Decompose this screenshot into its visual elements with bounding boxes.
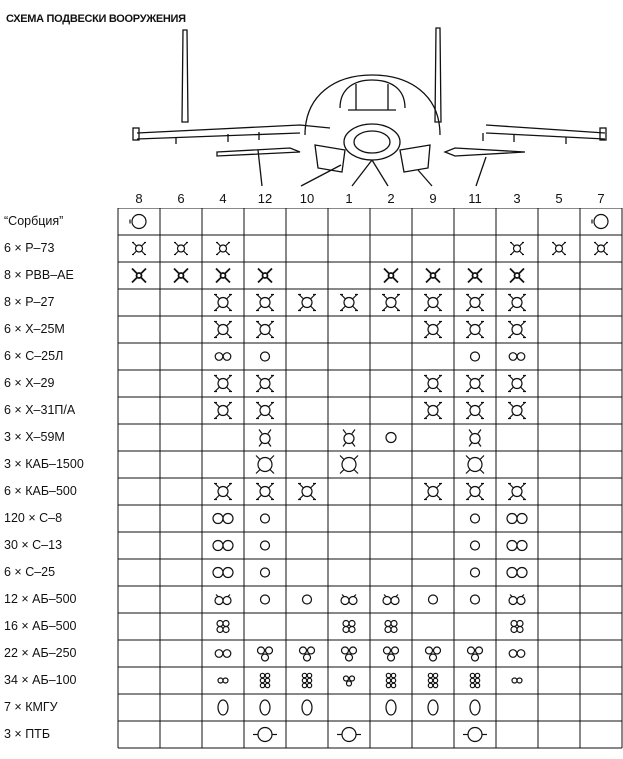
weapon-symbol-rvv: [468, 269, 482, 283]
weapon-symbol-tri-s: [344, 676, 355, 686]
weapon-symbol-big: [214, 322, 232, 338]
weapon-symbol-rvv: [132, 269, 146, 283]
weapon-symbol-kab: [466, 456, 484, 474]
pylon-number: 3: [513, 191, 521, 206]
weapon-symbol-sorb: [592, 215, 608, 229]
weapon-symbol-quad: [217, 621, 229, 633]
weapon-symbol-OO: [507, 568, 527, 578]
weapon-symbol-r73: [510, 243, 524, 255]
weapon-symbol-big: [214, 403, 232, 419]
weapon-symbol-oval: [302, 700, 312, 715]
weapon-symbol-big: [508, 403, 526, 419]
weapon-symbol-x59: [259, 430, 271, 447]
pylon-number: 6: [177, 191, 185, 206]
weapon-symbol-rvv: [510, 269, 524, 283]
weapon-symbol-big: [424, 295, 442, 311]
weapon-symbol-oval: [386, 700, 396, 715]
weapon-symbol-six: [302, 673, 311, 687]
row-label: 6 × КАБ–500: [4, 484, 77, 498]
row-label: 6 × Х–29: [4, 376, 55, 390]
weapon-symbol-r73: [216, 243, 230, 255]
pylon-number: 2: [387, 191, 395, 206]
weapon-symbol-tank: [463, 728, 487, 742]
weapon-symbol-tank: [253, 728, 277, 742]
weapon-symbol-tri: [342, 647, 357, 661]
weapon-symbol-tri: [426, 647, 441, 661]
pylon-number: 9: [429, 191, 437, 206]
row-label: 8 × РВВ–АЕ: [4, 268, 74, 282]
row-label: 34 × АБ–100: [4, 673, 77, 687]
weapon-symbol-OO: [213, 514, 233, 524]
weapon-symbol-o: [471, 595, 480, 604]
row-label: 6 × Х–31П/А: [4, 403, 76, 417]
weapon-symbol-big: [340, 295, 358, 311]
weapon-symbol-oo: [509, 650, 525, 658]
pylon-number: 5: [555, 191, 563, 206]
row-label: 6 × С–25Л: [4, 349, 64, 363]
weapon-symbol-oval: [260, 700, 270, 715]
row-label: 3 × Х–59М: [4, 430, 65, 444]
weapon-symbol-oval: [428, 700, 438, 715]
weapon-symbol-quad: [511, 621, 523, 633]
pylon-number: 7: [597, 191, 605, 206]
grid-lines: [118, 208, 622, 748]
row-label: 7 × КМГУ: [4, 700, 58, 714]
weapon-symbol-twin: [341, 595, 357, 605]
pylon-number: 10: [299, 191, 315, 206]
weapon-symbol-OO: [507, 541, 527, 551]
weapon-symbol-quad: [343, 621, 355, 633]
weapon-symbol-big: [466, 403, 484, 419]
weapon-symbol-r73: [174, 243, 188, 255]
weapon-symbol-tri: [258, 647, 273, 661]
diagram-title: СХЕМА ПОДВЕСКИ ВООРУЖЕНИЯ: [6, 13, 186, 25]
weapon-symbol-sorb: [130, 215, 146, 229]
row-label: 3 × ПТБ: [4, 727, 51, 741]
weapon-symbol-rvv: [426, 269, 440, 283]
weapon-symbol-rvv: [174, 269, 188, 283]
weapon-symbol-big: [214, 484, 232, 500]
weapon-symbol-six: [470, 673, 479, 687]
weapon-symbol-big: [214, 376, 232, 392]
weapon-symbol-quad: [385, 621, 397, 633]
weapon-symbol-oval: [218, 700, 228, 715]
weapon-symbol-o: [471, 541, 480, 550]
weapon-symbol-big: [256, 376, 274, 392]
weapon-symbol-inf: [218, 678, 228, 683]
weapon-symbol-x59: [343, 430, 355, 447]
weapon-symbol-rvv: [258, 269, 272, 283]
weapon-symbol-o: [261, 595, 270, 604]
weapon-symbol-big: [424, 403, 442, 419]
weapon-symbol-big: [508, 376, 526, 392]
weapon-symbol-big: [466, 322, 484, 338]
weapon-symbol-o: [471, 568, 480, 577]
weapon-symbol-o: [471, 514, 480, 523]
weapon-symbol-o: [261, 541, 270, 550]
weapon-symbol-six: [386, 673, 395, 687]
weapon-symbol-six: [428, 673, 437, 687]
weapon-symbol-twin: [509, 595, 525, 605]
pylon-number: 1: [345, 191, 353, 206]
weapon-symbol-big: [256, 484, 274, 500]
weapon-symbol-rvv: [384, 269, 398, 283]
weapon-symbol-x59: [469, 430, 481, 447]
row-label: 120 × С–8: [4, 511, 63, 525]
weapon-symbol-tank: [337, 728, 361, 742]
weapon-symbol-big: [256, 295, 274, 311]
row-label: 16 × АБ–500: [4, 619, 77, 633]
weapon-symbol-OO: [213, 568, 233, 578]
weapon-symbol-r73: [594, 243, 608, 255]
weapon-symbol-OO: [507, 514, 527, 524]
weapon-symbol-o: [261, 568, 270, 577]
weapon-symbol-tri: [468, 647, 483, 661]
pylon-number: 12: [257, 191, 273, 206]
weapon-symbol-c: [386, 433, 396, 443]
row-label: “Сорбция”: [4, 214, 64, 228]
weapon-symbol-tri: [300, 647, 315, 661]
weapon-symbol-twin: [215, 595, 231, 605]
weapon-symbol-big: [466, 484, 484, 500]
row-label: 8 × Р–27: [4, 295, 55, 309]
weapon-symbol-big: [466, 376, 484, 392]
weapon-symbol-tri: [384, 647, 399, 661]
armament-grid: [0, 208, 623, 758]
weapon-symbol-big: [508, 322, 526, 338]
weapon-symbol-big: [214, 295, 232, 311]
weapon-symbol-o: [261, 514, 270, 523]
row-label: 30 × С–13: [4, 538, 63, 552]
pylon-number: 4: [219, 191, 227, 206]
weapon-symbol-oo: [215, 650, 231, 658]
weapon-symbol-rvv: [216, 269, 230, 283]
weapon-symbol-oo: [509, 353, 525, 361]
weapon-symbol-big: [466, 295, 484, 311]
weapon-symbol-big: [298, 295, 316, 311]
weapon-symbol-kab: [256, 456, 274, 474]
weapon-symbol-big: [424, 376, 442, 392]
weapon-symbol-r73: [552, 243, 566, 255]
row-label: 22 × АБ–250: [4, 646, 77, 660]
weapon-symbol-o: [429, 595, 438, 604]
weapon-symbol-six: [260, 673, 269, 687]
weapon-symbol-o: [471, 352, 480, 361]
weapon-symbol-big: [256, 322, 274, 338]
aircraft-front-view: [0, 0, 623, 192]
row-label: 12 × АБ–500: [4, 592, 77, 606]
weapon-symbol-inf: [512, 678, 522, 683]
row-label: 6 × Р–73: [4, 241, 55, 255]
weapon-symbol-big: [508, 295, 526, 311]
pylon-number-row: [0, 191, 623, 207]
weapon-symbol-OO: [213, 541, 233, 551]
row-label: 3 × КАБ–1500: [4, 457, 84, 471]
weapon-symbol-big: [424, 322, 442, 338]
row-label: 6 × Х–25М: [4, 322, 65, 336]
pylon-number: 11: [468, 191, 482, 206]
weapon-symbol-big: [298, 484, 316, 500]
pylon-number: 8: [135, 191, 143, 206]
weapon-symbol-kab: [340, 456, 358, 474]
weapon-symbol-r73: [132, 243, 146, 255]
weapon-symbol-big: [382, 295, 400, 311]
weapon-symbol-oo: [215, 353, 231, 361]
weapon-symbol-big: [256, 403, 274, 419]
row-label: 6 × С–25: [4, 565, 56, 579]
weapon-symbol-oval: [470, 700, 480, 715]
weapon-symbol-big: [508, 484, 526, 500]
weapon-symbol-big: [424, 484, 442, 500]
weapon-symbol-o: [303, 595, 312, 604]
weapon-symbol-twin: [383, 595, 399, 605]
weapon-symbol-o: [261, 352, 270, 361]
